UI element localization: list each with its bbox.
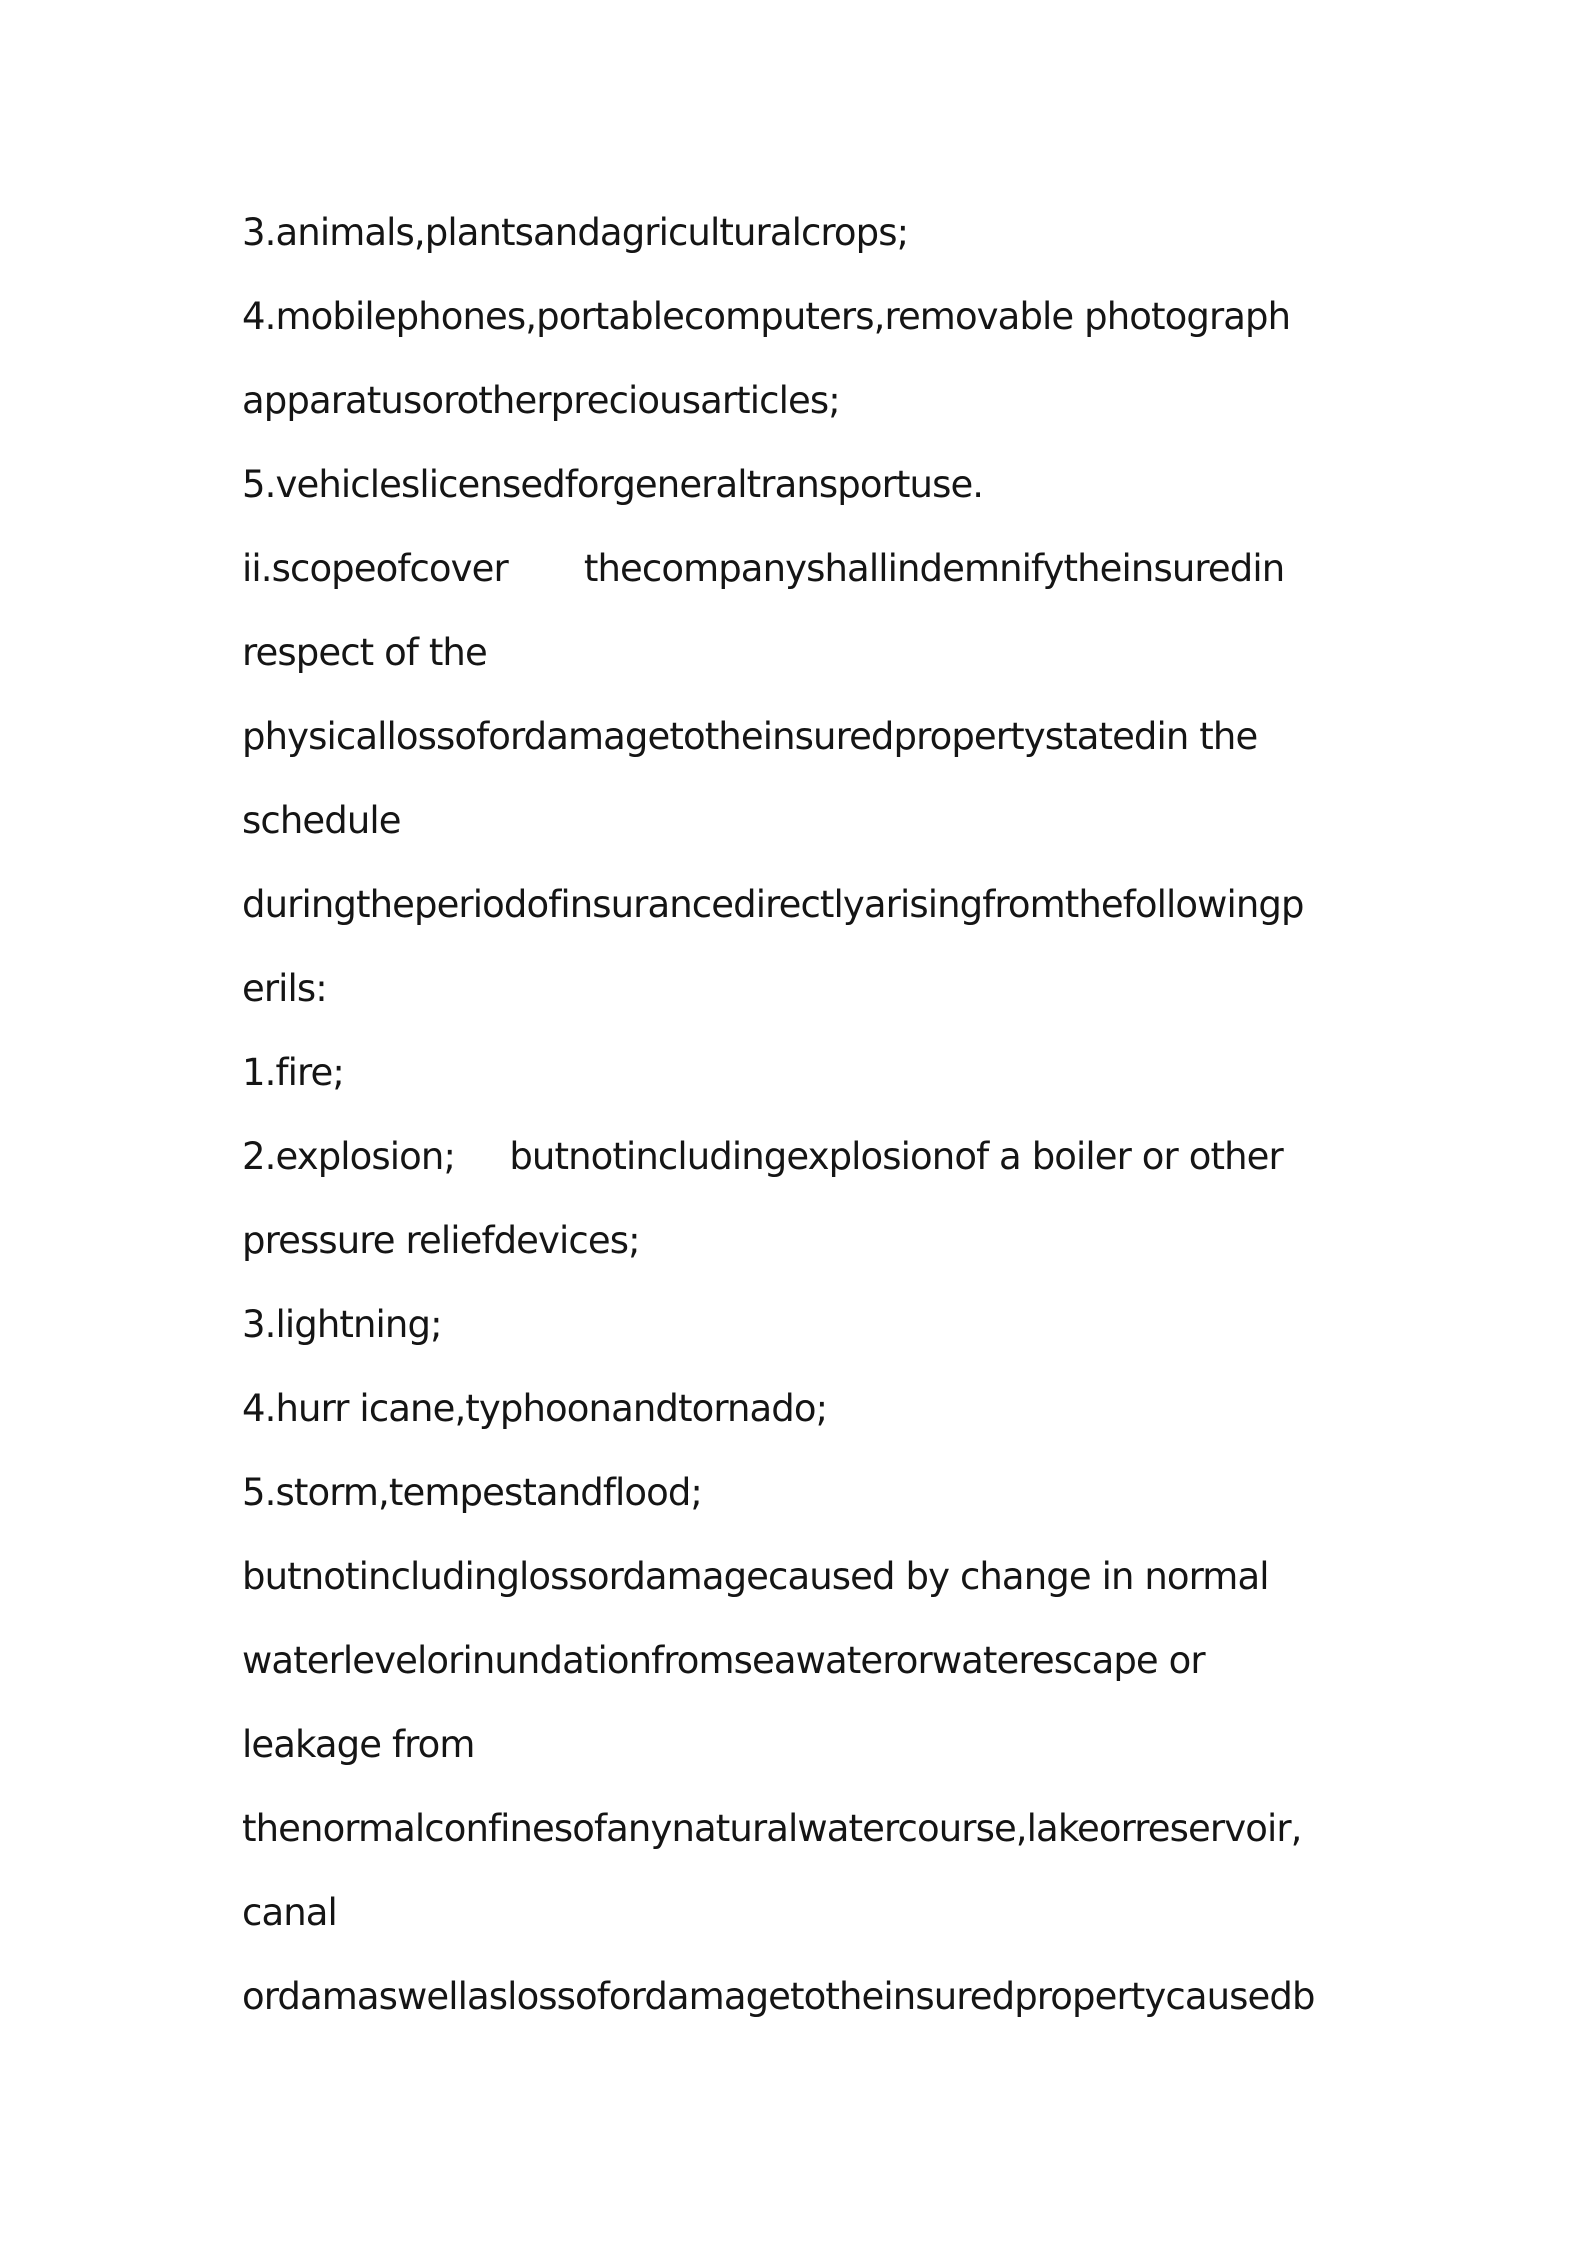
- text-line: pressure reliefdevices;: [242, 1219, 640, 1262]
- text-line: 5.vehicleslicensedforgeneraltransportuse.: [242, 463, 984, 506]
- text-line: leakage from: [242, 1723, 475, 1766]
- text-line: 5.storm,tempestandflood;: [242, 1471, 702, 1514]
- text-line: ordamaswellaslossofordamagetotheinsuredpropertycausedb: [242, 1975, 1315, 2018]
- text-line: 1.fire;: [242, 1051, 344, 1094]
- text-line: 4.hurr icane,typhoonandtornado;: [242, 1387, 828, 1430]
- text-line: butnotincludinglossordamagecaused by change in normal: [242, 1555, 1269, 1598]
- text-line: 3.animals,plantsandagriculturalcrops;: [242, 211, 909, 254]
- text-line: thenormalconfinesofanynaturalwatercourse,lakeorreservoir,: [242, 1807, 1302, 1850]
- text-line: 2.explosion; butnotincludingexplosionof a boiler or other: [242, 1135, 1283, 1178]
- text-line: canal: [242, 1891, 337, 1934]
- text-line: ii.scopeofcover thecompanyshallindemnifytheinsuredin: [242, 547, 1285, 590]
- body-text: [242, 198, 1372, 2046]
- text-line: 4.mobilephones,portablecomputers,removable photograph: [242, 295, 1291, 338]
- text-line: erils:: [242, 967, 327, 1010]
- text-line: respect of the: [242, 631, 487, 674]
- text-line: physicallossofordamagetotheinsuredpropertystatedin the: [242, 715, 1258, 758]
- text-line: waterlevelorinundationfromseawaterorwaterescape or: [242, 1639, 1205, 1682]
- text-line: 3.lightning;: [242, 1303, 442, 1346]
- text-line: schedule: [242, 799, 401, 842]
- text-line: apparatusorotherpreciousarticles;: [242, 379, 840, 422]
- text-line: duringtheperiodofinsurancedirectlyarisingfromthefollowingp: [242, 883, 1304, 926]
